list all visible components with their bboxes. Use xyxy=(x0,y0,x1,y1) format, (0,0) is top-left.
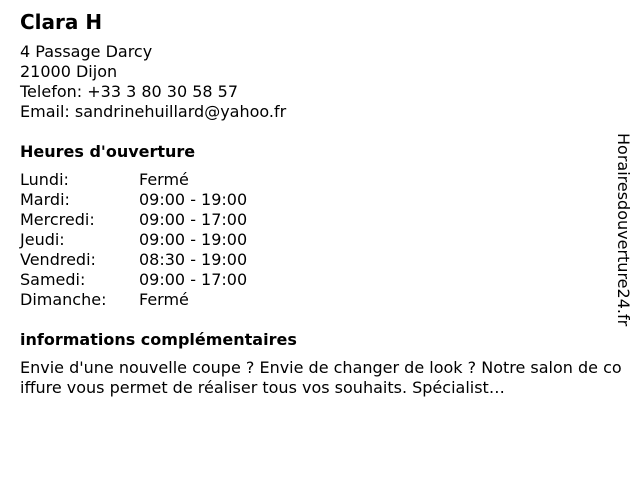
phone-line: Telefon: +33 3 80 30 58 57 xyxy=(20,82,239,101)
hours-row-mercredi xyxy=(20,210,610,230)
site-watermark: Horairesdouverture24.fr xyxy=(614,133,633,327)
business-name: Clara H xyxy=(20,10,103,34)
hours-day: Lundi: xyxy=(20,170,69,189)
hours-day: Vendredi: xyxy=(20,250,96,269)
additional-info-text: Envie d'une nouvelle coupe ? Envie de changer de look ? Notre salon de coiffure vous permet de réaliser tous vos souhaits. Spécialist… xyxy=(20,358,622,397)
hours-day: Dimanche: xyxy=(20,290,107,309)
hours-day: Jeudi: xyxy=(20,230,65,249)
opening-hours-table xyxy=(20,170,610,310)
hours-time: 09:00 - 17:00 xyxy=(139,270,248,289)
hours-row-samedi xyxy=(20,270,610,290)
hours-time: 09:00 - 19:00 xyxy=(139,190,248,209)
street-address: 4 Passage Darcy xyxy=(20,42,153,61)
hours-time: 09:00 - 17:00 xyxy=(139,210,248,229)
email-line: Email: sandrinehuillard@yahoo.fr xyxy=(20,102,287,121)
hours-row-vendredi xyxy=(20,250,610,270)
hours-row-dimanche xyxy=(20,290,610,310)
postal-city: 21000 Dijon xyxy=(20,62,118,81)
hours-row-mardi xyxy=(20,190,610,210)
hours-time: 09:00 - 19:00 xyxy=(139,230,248,249)
hours-row-lundi xyxy=(20,170,610,190)
business-card xyxy=(20,10,622,398)
hours-time: Fermé xyxy=(139,170,189,189)
hours-day: Mercredi: xyxy=(20,210,95,229)
additional-info-title: informations complémentaires xyxy=(20,330,297,349)
hours-time: Fermé xyxy=(139,290,189,309)
hours-day: Samedi: xyxy=(20,270,86,289)
hours-time: 08:30 - 19:00 xyxy=(139,250,248,269)
hours-row-jeudi xyxy=(20,230,610,250)
address-block xyxy=(20,42,610,122)
hours-day: Mardi: xyxy=(20,190,70,209)
opening-hours-title: Heures d'ouverture xyxy=(20,142,196,161)
